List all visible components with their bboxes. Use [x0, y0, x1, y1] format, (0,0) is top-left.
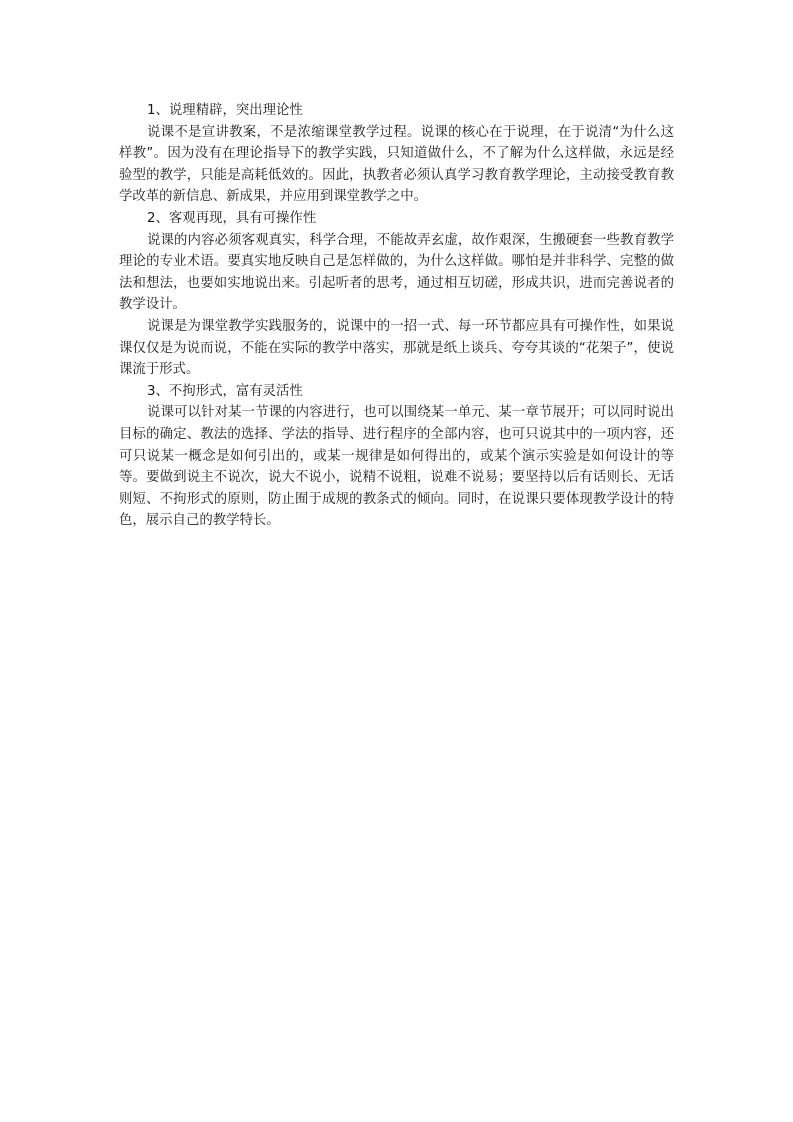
document-body [119, 100, 674, 532]
section-heading-3: 3、不拘形式，富有灵活性 [147, 383, 303, 399]
paragraph-1: 说课不是宣讲教案，不是浓缩课堂教学过程。说课的核心在于说理，在于说清“为什么这样教”。因为没有在理论指导下的教学实践，只知道做什么，不了解为什么这样做，永远是经验型的教学，只能是高耗低效的。因此，执教者必须认真学习教育教学理论，主动接受教育教学改革的新信息、新成果，并应用到课堂教学之中。 [119, 124, 674, 205]
section-heading-2: 2、客观再现，具有可操作性 [147, 210, 317, 226]
paragraph-4: 说课可以针对某一节课的内容进行，也可以围绕某一单元、某一章节展开；可以同时说出目标的确定、教法的选择、学法的指导、进行程序的全部内容，也可只说其中的一项内容，还可只说某一概念是如何引出的，或某一规律是如何得出的，或某个演示实验是如何设计的等等。要做到说主不说次，说大不说小，说精不说粗，说难不说易；要坚持以后有话则长、无话则短、不拘形式的原则，防止囿于成规的教条式的倾向。同时，在说课只要体现教学设计的特色，展示自己的教学特长。 [119, 405, 674, 529]
section-heading-1: 1、说理精辟，突出理论性 [147, 103, 303, 118]
paragraph-2: 说课的内容必须客观真实，科学合理，不能故弄玄虚，故作艰深，生搬硬套一些教育教学理论的专业术语。要真实地反映自己是怎样做的，为什么这样做。哪怕是并非科学、完整的做法和想法，也要如实地说出来。引起听者的思考，通过相互切磋，形成共识，进而完善说者的教学设计。 [119, 232, 674, 313]
paragraph-3: 说课是为课堂教学实践服务的，说课中的一招一式、每一环节都应具有可操作性，如果说课仅仅是为说而说，不能在实际的教学中落实，那就是纸上谈兵、夸夸其谈的“花架子”，使说课流于形式。 [119, 318, 674, 378]
